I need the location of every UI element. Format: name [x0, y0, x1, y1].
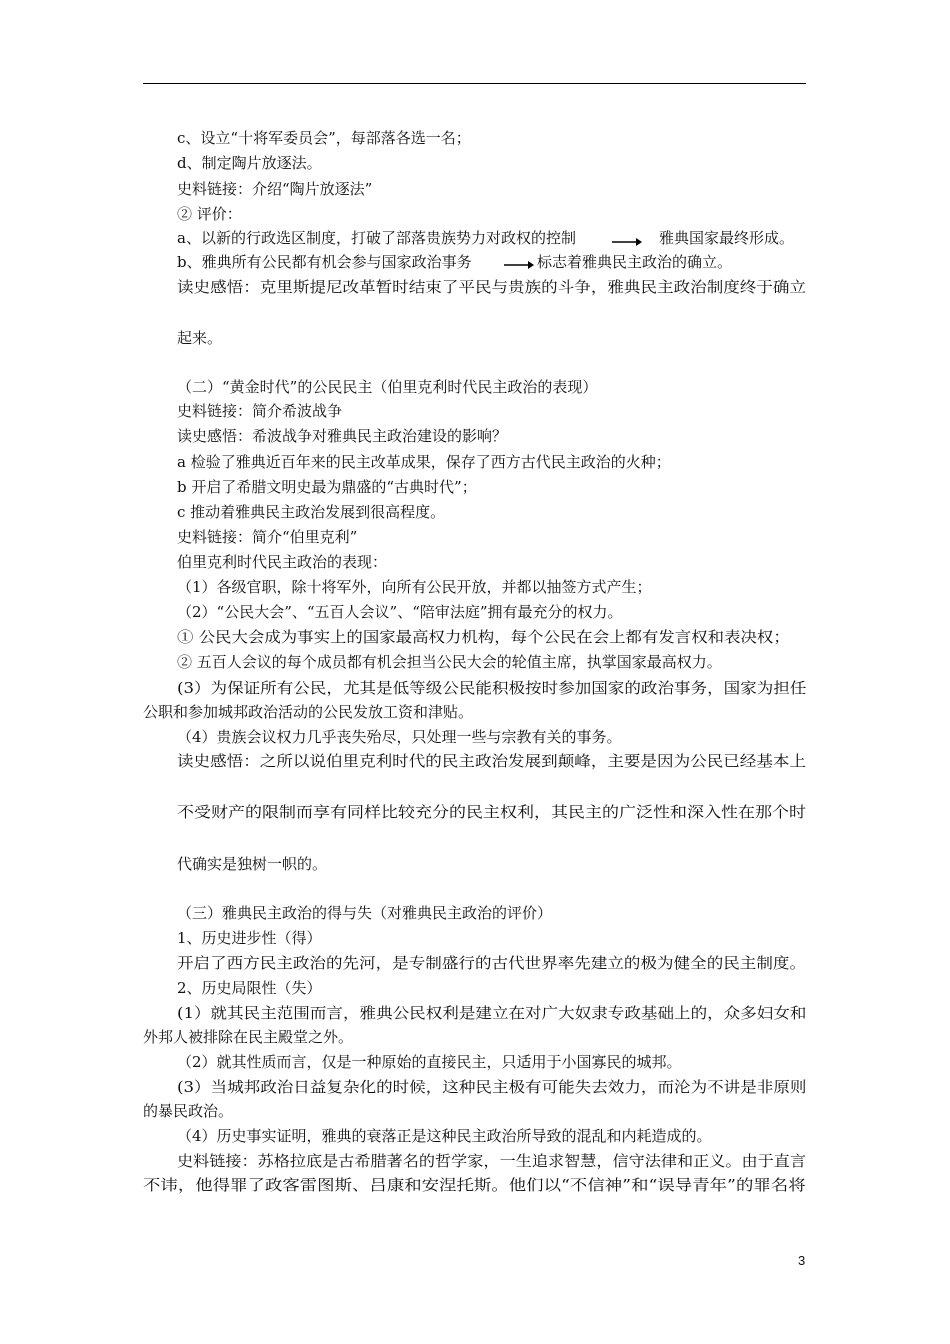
text-line: b 开启了希腊文明史最为鼎盛的“古典时代”； — [177, 478, 477, 496]
text-line: (3）当城邦政治日益复杂化的时候，这种民主极有可能失去效力，而沦为不讲是非原则 — [177, 1078, 807, 1096]
text-line: 不受财产的限制而享有同样比较充分的民主权利，其民主的广泛性和深入性在那个时 — [177, 803, 807, 821]
text-line: 读史感悟：克里斯提尼改革暂时结束了平民与贵族的斗争，雅典民主政治制度终于确立 — [177, 278, 807, 296]
text-line: 雅典国家最终形成。 — [659, 229, 795, 247]
text-line: 史料链接：简介“伯里克利” — [177, 528, 358, 546]
text-line: ① 公民大会成为事实上的国家最高权力机构，每个公民在会上都有发言权和表决权； — [177, 628, 790, 646]
text-line: 的暴民政治。 — [143, 1102, 234, 1120]
text-line: b、雅典所有公民都有机会参与国家政治事务 — [177, 253, 472, 271]
header-rule — [143, 83, 806, 84]
text-line: ② 五百人会议的每个成员都有机会担当公民大会的轮值主席，执掌国家最高权力。 — [177, 653, 722, 671]
text-line: （4）历史事实证明，雅典的衰落正是这种民主政治所导致的混乱和内耗造成的。 — [177, 1127, 712, 1145]
text-line: 读史感悟：希波战争对雅典民主政治建设的影响？ — [177, 427, 508, 445]
text-line: （2）“公民大会”、“五百人会议”、“陪审法庭”拥有最充分的权力。 — [177, 603, 623, 621]
arrow-right-icon — [504, 256, 534, 270]
text-line: 史料链接：简介希波战争 — [177, 402, 343, 420]
text-line: （1）各级官职，除十将军外，向所有公民开放，并都以抽签方式产生； — [177, 578, 652, 596]
text-line: ② 评价： — [177, 205, 242, 223]
arrow-right-icon — [612, 233, 642, 247]
text-line: 不讳，他得罪了政客雷图斯、吕康和安涅托斯。他们以“不信神”和“误导青年”的罪名将 — [143, 1176, 806, 1194]
text-line: 2、历史局限性（失） — [177, 979, 322, 997]
text-line: 公职和参加城邦政治活动的公民发放工资和津贴。 — [143, 703, 474, 721]
text-line: 1、历史进步性（得） — [177, 929, 322, 947]
text-line: (3）为保证所有公民，尤其是低等级公民能积极按时参加国家的政治事务，国家为担任 — [177, 679, 807, 697]
text-line: （三）雅典民主政治的得与失（对雅典民主政治的评价） — [177, 904, 553, 922]
text-line: 伯里克利时代民主政治的表现： — [177, 553, 388, 571]
text-line: d、制定陶片放逐法。 — [177, 154, 322, 172]
text-line: 读史感悟：之所以说伯里克利时代的民主政治发展到颠峰，主要是因为公民已经基本上 — [177, 752, 807, 770]
text-line: 起来。 — [177, 329, 223, 347]
text-line: （2）就其性质而言，仅是一种原始的直接民主，只适用于小国寡民的城邦。 — [177, 1053, 682, 1071]
text-line: （二）“黄金时代”的公民民主（伯里克利时代民主政治的表现） — [177, 378, 598, 396]
text-line: （4）贵族会议权力几乎丧失殆尽，只处理一些与宗教有关的事务。 — [177, 728, 622, 746]
text-line: 标志着雅典民主政治的确立。 — [537, 253, 733, 271]
text-line: a、以新的行政选区制度，打破了部落贵族势力对政权的控制 — [177, 229, 576, 247]
text-line: 史料链接：苏格拉底是古希腊著名的哲学家，一生追求智慧，信守法律和正义。由于直言 — [177, 1152, 807, 1170]
text-line: 外邦人被排除在民主殿堂之外。 — [143, 1028, 354, 1046]
text-line: c 推动着雅典民主政治发展到很高程度。 — [177, 503, 446, 521]
text-line: c、设立“十将军委员会”，每部落各选一名； — [177, 129, 471, 147]
text-line: (1）就其民主范围而言，雅典公民权利是建立在对广大奴隶专政基础上的，众多妇女和 — [177, 1004, 807, 1022]
text-line: 开启了西方民主政治的先河，是专制盛行的古代世界率先建立的极为健全的民主制度。 — [177, 954, 807, 972]
text-line: 代确实是独树一帜的。 — [177, 855, 328, 873]
text-line: a 检验了雅典近百年来的民主改革成果，保存了西方古代民主政治的火种； — [177, 453, 671, 471]
page-number: 3 — [798, 1253, 806, 1268]
text-line: 史料链接：介绍“陶片放逐法” — [177, 180, 373, 198]
